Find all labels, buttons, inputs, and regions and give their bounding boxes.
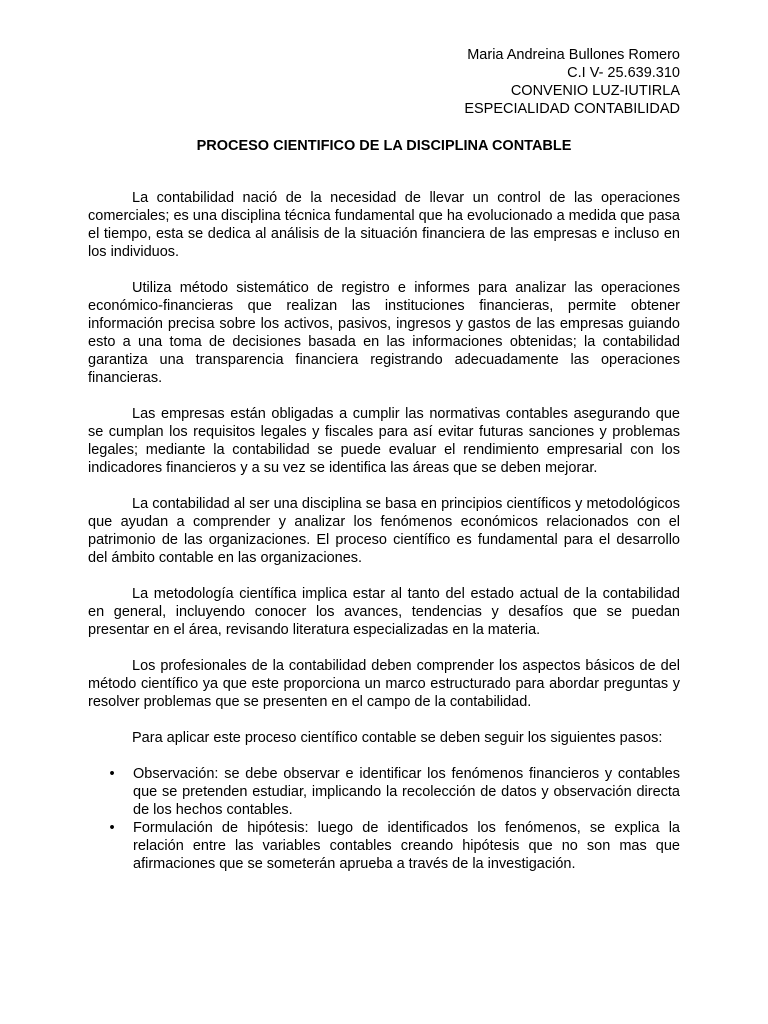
agreement-name: CONVENIO LUZ-IUTIRLA	[510, 83, 680, 99]
list-item	[88, 819, 680, 873]
paragraph-4: La contabilidad al ser una disciplina se basa en principios científicos y metodológicos que ayudan a comprender y analizar los fenómenos económicos relacionados con el patrimonio de las organizaciones. El proceso científico es fundamental para el desarrollo del ámbito contable en las organizaciones.	[88, 496, 680, 566]
paragraph-5: La metodología científica implica estar al tanto del estado actual de la contabilidad en general, incluyendo conocer los avances, tendencias y desafíos que se puedan presentar en el área, revisando literatura especializadas en la materia.	[88, 586, 680, 638]
author-header	[88, 46, 680, 118]
author-id-number: C.I V- 25.639.310	[567, 65, 680, 81]
document-title: PROCESO CIENTIFICO DE LA DISCIPLINA CONTABLE	[196, 138, 572, 154]
list-item-text: Observación: se debe observar e identificar los fenómenos financieros y contables que se pretenden estudiar, implicando la recolección de datos y observación directa de los hechos contables.	[133, 766, 680, 818]
bullet-icon: •	[109, 820, 115, 836]
steps-list	[88, 765, 680, 873]
paragraph-7: Para aplicar este proceso científico contable se deben seguir los siguientes pasos:	[132, 730, 663, 746]
paragraph-6: Los profesionales de la contabilidad deben comprender los aspectos básicos de del método científico ya que este proporciona un marco estructurado para abordar preguntas y resolver problemas que se presenten en el campo de la contabilidad.	[88, 658, 680, 710]
paragraph-3: Las empresas están obligadas a cumplir las normativas contables asegurando que se cumplan los requisitos legales y fiscales para así evitar futuras sanciones y problemas legales; mediante la contabilidad se puede evaluar el rendimiento empresarial con los indicadores financieros y a su vez se identifica las áreas que se deben mejorar.	[88, 406, 680, 476]
paragraph-2: Utiliza método sistemático de registro e informes para analizar las operaciones económico-financieras que realizan las instituciones financieras, permite obtener información precisa sobre los activos, pasivos, ingresos y gastos de las empresas guiando esto a una toma de decisiones basada en las informaciones obtenidas; la contabilidad garantiza una transparencia financiera registrando adecuadamente las operaciones financieras.	[88, 280, 680, 386]
author-name: Maria Andreina Bullones Romero	[467, 47, 680, 63]
paragraph-1: La contabilidad nació de la necesidad de llevar un control de las operaciones comerciales; es una disciplina técnica fundamental que ha evolucionado a medida que pasa el tiempo, esta se dedica al análisis de la situación financiera de las empresas e incluso en los individuos.	[88, 190, 680, 260]
bullet-icon: •	[109, 766, 115, 782]
list-item-text: Formulación de hipótesis: luego de identificados los fenómenos, se explica la relación entre las variables contables creando hipótesis que no son mas que afirmaciones que se someterán aprueba a través de la investigación.	[133, 820, 680, 872]
list-item	[88, 765, 680, 819]
document-body	[88, 189, 680, 873]
specialty-name: ESPECIALIDAD CONTABILIDAD	[464, 101, 680, 117]
